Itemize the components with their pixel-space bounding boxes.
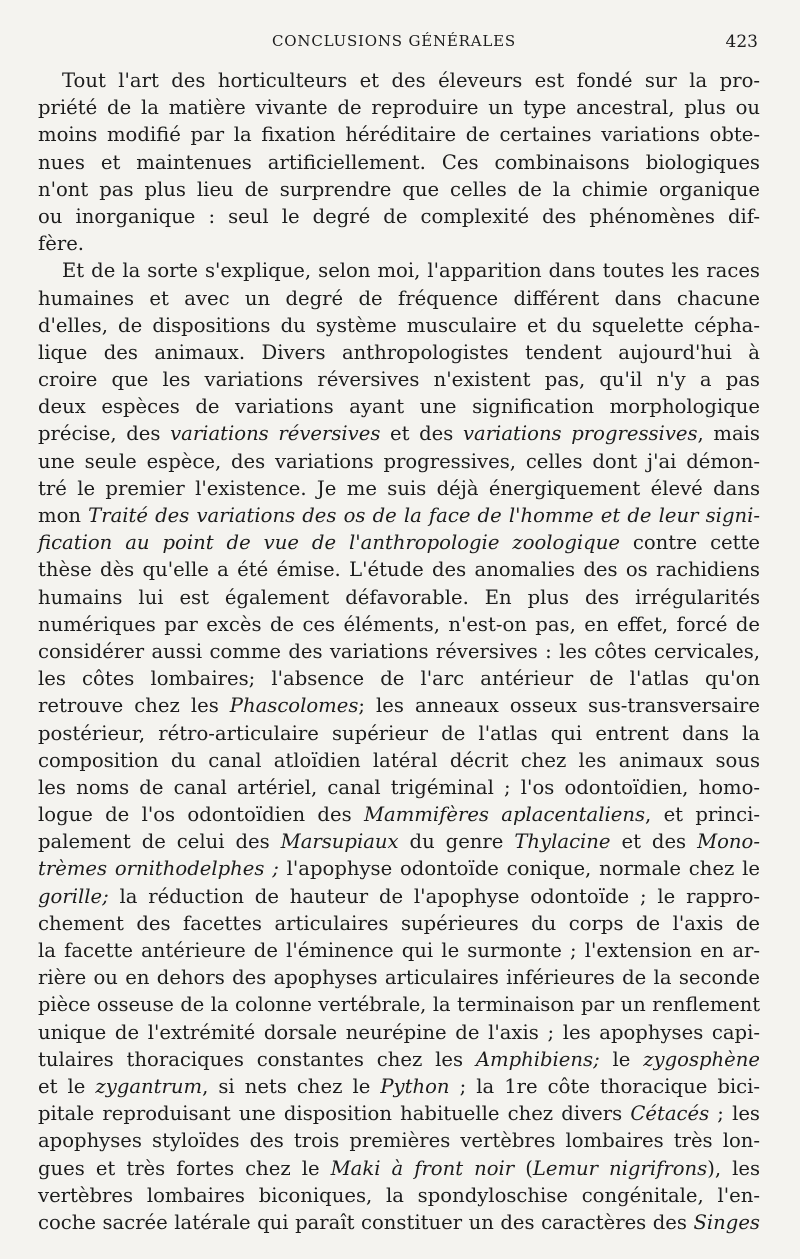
text-segment: contre cette [619, 531, 760, 555]
text-segment: moins modifié par la fixation héréditaire de certaines variations obte- [38, 123, 760, 147]
text-segment: considérer aussi comme des variations réversives : les côtes cervicales, [38, 639, 760, 663]
text-line [38, 366, 760, 393]
text-segment: unique de l'extrémité dorsale neurépine de l'axis ; les apophyses capi- [38, 1020, 760, 1044]
text-segment: mon [38, 504, 89, 527]
text-segment: l'apophyse odontoïde conique, normale chez le [278, 857, 760, 881]
italic-text: Traité des variations des os de la face de l'homme et de leur signi- [88, 504, 760, 527]
text-line [38, 747, 760, 774]
text-line [38, 502, 760, 529]
text-line [38, 475, 760, 502]
text-segment: Tout l'art des horticulteurs et des éleveurs est fondé sur la pro- [62, 69, 760, 92]
text-segment: , et princi- [645, 803, 761, 827]
text-line [38, 529, 760, 556]
text-line [38, 801, 760, 828]
text-line [38, 665, 760, 692]
text-line [38, 176, 760, 203]
text-segment: précise, des [38, 422, 171, 446]
text-line [38, 230, 760, 257]
italic-text: Maki à front noir [330, 1156, 515, 1180]
text-line [38, 203, 760, 230]
text-line [38, 720, 760, 747]
text-segment: chement des facettes articulaires supérieures du corps de l'axis de [38, 911, 760, 935]
italic-text: fication au point de vue de l'anthropologie zoologique [38, 531, 620, 555]
text-segment: postérieur, rétro-articulaire supérieur de l'atlas qui entrent dans la [38, 721, 760, 745]
italic-text: zygosphène [643, 1047, 760, 1071]
text-segment: les noms de canal artériel, canal trigéminal ; l'os odontoïdien, homo- [38, 775, 760, 799]
text-line [38, 149, 760, 176]
text-line [38, 1046, 760, 1073]
text-line [38, 964, 760, 991]
text-line [38, 1100, 760, 1127]
running-head [30, 28, 758, 58]
text-line [38, 1019, 760, 1046]
text-line [38, 420, 760, 447]
text-segment: ( [514, 1156, 533, 1180]
text-line [38, 638, 760, 665]
text-line [38, 1073, 760, 1100]
italic-text: Marsupiaux [280, 830, 399, 854]
text-line [38, 67, 760, 94]
text-segment: coche sacrée latérale qui paraît constituer un des caractères des [38, 1210, 694, 1234]
text-segment: d'elles, de dispositions du système musculaire et du squelette cépha- [38, 313, 760, 337]
italic-text: variations progressives [462, 422, 698, 446]
text-line [38, 339, 760, 366]
italic-text: variations réversives [170, 422, 381, 446]
text-segment: vertèbres lombaires biconiques, la spondyloschise congénitale, l'en- [38, 1183, 760, 1207]
text-line [38, 692, 760, 719]
text-line [38, 257, 760, 284]
text-segment: ; les [709, 1102, 760, 1126]
text-segment: thèse dès qu'elle a été émise. L'étude des anomalies des os rachidiens [38, 558, 760, 582]
text-line [38, 1127, 760, 1154]
text-segment: croire que les variations réversives n'existent pas, qu'il n'y a pas [38, 368, 760, 392]
text-line [38, 611, 760, 638]
text-segment: apophyses styloïdes des trois premières vertèbres lombaires très lon- [38, 1129, 760, 1153]
text-line [38, 94, 760, 121]
text-line [38, 828, 760, 855]
text-segment: deux espèces de variations ayant une signification morphologique [38, 395, 760, 419]
text-segment: Et de la sorte s'explique, selon moi, l'apparition dans toutes les races [62, 259, 760, 283]
text-line [38, 285, 760, 312]
text-line [38, 1155, 760, 1182]
text-line [38, 991, 760, 1018]
page-number: 423 [725, 32, 758, 52]
text-segment: et des [380, 422, 463, 446]
text-segment: palement de celui des [38, 830, 281, 854]
text-line [38, 855, 760, 882]
text-segment: , mais [697, 422, 760, 446]
text-segment: humains lui est également défavorable. En plus des irrégularités [38, 585, 760, 609]
text-line [38, 910, 760, 937]
text-segment: logue de l'os odontoïdien des [38, 803, 364, 827]
text-segment: tré le premier l'existence. Je me suis déjà énergiquement élevé dans [38, 476, 760, 500]
text-segment: composition du canal atloïdien latéral décrit chez les animaux sous [38, 748, 760, 772]
italic-text: Python [380, 1074, 450, 1098]
italic-text: Singes [693, 1210, 760, 1234]
text-segment: pitale reproduisant une disposition habituelle chez divers [38, 1102, 631, 1126]
italic-text: Cétacés [630, 1102, 710, 1126]
italic-text: Lemur nigrifrons [532, 1156, 708, 1180]
italic-text: Thylacine [514, 830, 611, 854]
italic-text: Mammifères aplacentaliens [363, 803, 646, 827]
text-line [38, 584, 760, 611]
text-line [38, 1182, 760, 1209]
text-segment: rière ou en dehors des apophyses articulaires inférieures de la seconde [38, 966, 760, 990]
italic-text: gorille; [38, 884, 109, 908]
text-segment: du genre [398, 830, 515, 854]
italic-text: trèmes ornithodelphes ; [38, 857, 279, 881]
text-line [38, 448, 760, 475]
text-segment: pièce osseuse de la colonne vertébrale, la terminaison par un renflement [38, 993, 760, 1017]
text-segment: priété de la matière vivante de reproduire un type ancestral, plus ou [38, 96, 760, 120]
text-line [38, 121, 760, 148]
text-segment: lique des animaux. Divers anthropologistes tendent aujourd'hui à [38, 340, 760, 364]
text-segment: fère. [38, 232, 85, 256]
italic-text: zygantrum [95, 1074, 203, 1098]
text-segment: nues et maintenues artificiellement. Ces combinaisons biologiques [38, 150, 760, 174]
running-title: CONCLUSIONS GÉNÉRALES [272, 32, 516, 50]
text-segment: et le [38, 1074, 96, 1098]
text-segment: n'ont pas plus lieu de surprendre que celles de la chimie organique [38, 177, 760, 201]
text-segment: ; la 1re côte thoracique bici- [449, 1074, 760, 1098]
text-line [38, 883, 760, 910]
text-segment: la réduction de hauteur de l'apophyse odontoïde ; le rappro- [108, 884, 760, 908]
italic-text: Mono- [697, 830, 760, 854]
text-segment: retrouve chez les [38, 694, 230, 718]
text-segment: la facette antérieure de l'éminence qui le surmonte ; l'extension en ar- [38, 939, 760, 962]
text-segment: numériques par excès de ces éléments, n'est-on pas, en effet, forcé de [38, 612, 760, 636]
text-segment: et des [610, 830, 698, 854]
text-line [38, 556, 760, 583]
italic-text: Phascolomes [229, 694, 359, 718]
body-text [38, 67, 760, 1236]
text-segment: ; les anneaux osseux sus-transversaire [358, 694, 760, 718]
text-segment: tulaires thoraciques constantes chez les [38, 1047, 476, 1071]
italic-text: Amphibiens; [475, 1047, 600, 1071]
text-line [38, 937, 760, 964]
text-segment: humaines et avec un degré de fréquence différent dans chacune [38, 286, 760, 310]
text-line [38, 774, 760, 801]
text-segment: ), les [707, 1156, 760, 1180]
text-segment: une seule espèce, des variations progressives, celles dont j'ai démon- [38, 449, 760, 473]
text-segment: , si nets chez le [202, 1074, 381, 1098]
text-line [38, 393, 760, 420]
text-line [38, 312, 760, 339]
text-segment: le [599, 1047, 644, 1071]
text-segment: gues et très fortes chez le [38, 1156, 331, 1180]
text-line [38, 1209, 760, 1236]
text-segment: ou inorganique : seul le degré de complexité des phénomènes dif- [38, 204, 760, 228]
text-segment: les côtes lombaires; l'absence de l'arc antérieur de l'atlas qu'on [38, 667, 760, 691]
